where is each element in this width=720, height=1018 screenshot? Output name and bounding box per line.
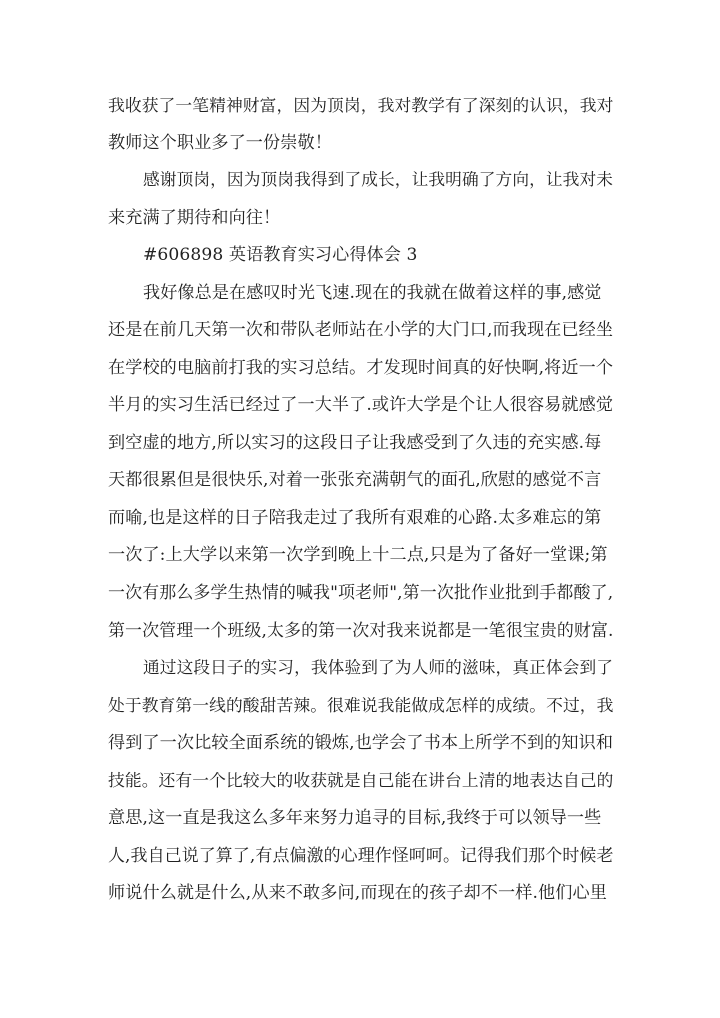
text-line: 第一次管理一个班级,太多的第一次对我来说都是一笔很宝贵的财富.: [108, 620, 614, 640]
text-line: 感谢顶岗，因为顶岗我得到了成长，让我明确了方向，让我对未: [143, 170, 614, 189]
text-line: 一次有那么多学生热情的喊我"项老师",第一次批作业批到手都酸了,: [108, 582, 614, 603]
text-line: 而喻,也是这样的日子陪我走过了我所有艰难的心路.太多难忘的第: [108, 507, 602, 528]
text-line: 我收获了一笔精神财富，因为顶岗，我对教学有了深刻的认识，我对: [108, 95, 614, 115]
text-line: 意思,这一直是我这么多年来努力追寻的目标,我终于可以领导一些: [108, 807, 602, 828]
text-line: 得到了一次比较全面系统的锻炼,也学会了书本上所学不到的知识和: [108, 732, 614, 753]
text-line: 人,我自己说了算了,有点偏激的心理作怪呵呵。记得我们那个时候老: [108, 845, 614, 865]
text-line: 我好像总是在感叹时光飞速.现在的我就在做着这样的事,感觉: [143, 282, 602, 303]
section-heading: #606898 英语教育实习心得体会 3: [143, 245, 418, 265]
text-line: 一次了:上大学以来第一次学到晚上十二点,只是为了备好一堂课;第: [108, 545, 608, 565]
text-line: 半月的实习生活已经过了一大半了.或许大学是个让人很容易就感觉: [108, 395, 614, 415]
document-page: [108, 92, 618, 917]
text-line: 来充满了期待和向往！: [108, 207, 281, 228]
text-line: 到空虚的地方,所以实习的这段日子让我感受到了久违的充实感.每: [108, 432, 602, 453]
text-line: 处于教育第一线的酸甜苦辣。很难说我能做成怎样的成绩。不过，我: [108, 695, 614, 715]
text-line: 教师这个职业多了一份崇敬！: [108, 132, 332, 153]
text-line: 通过这段日子的实习，我体验到了为人师的滋味，真正体会到了: [143, 657, 614, 677]
text-line: 在学校的电脑前打我的实习总结。才发现时间真的好快啊,将近一个: [108, 357, 614, 378]
text-line: 还是在前几天第一次和带队老师站在小学的大门口,而我现在已经坐: [108, 320, 614, 340]
text-line: 技能。还有一个比较大的收获就是自己能在讲台上清的地表达自己的: [108, 770, 614, 790]
text-line: 天都很累但是很快乐,对着一张张充满朝气的面孔,欣慰的感觉不言: [108, 470, 602, 490]
text-line: 师说什么就是什么,从来不敢多问,而现在的孩子却不一样.他们心里: [108, 882, 607, 903]
